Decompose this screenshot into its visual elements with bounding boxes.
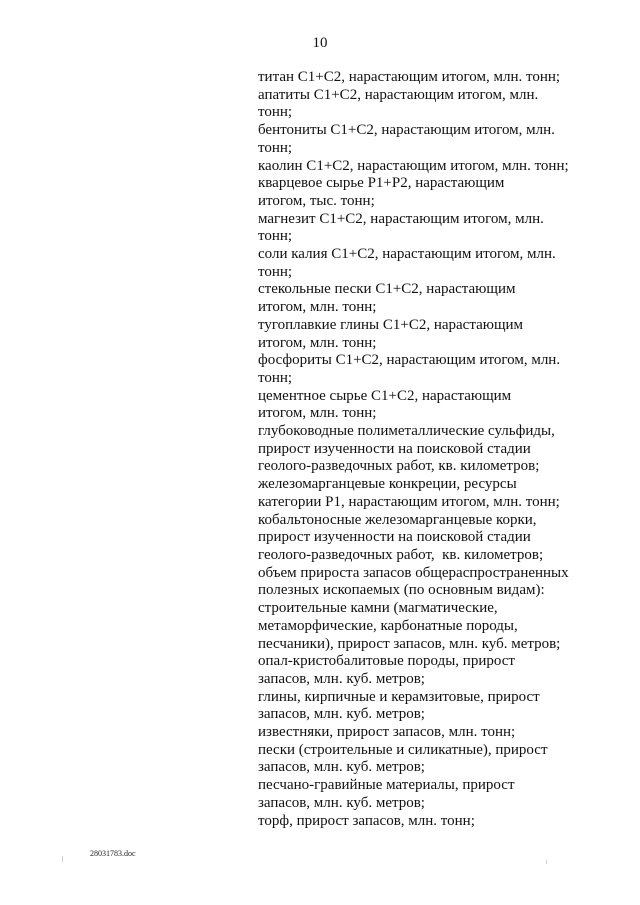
text-line: итогом, млн. тонн; xyxy=(258,405,377,422)
text-line: тонн; xyxy=(258,104,293,121)
text-line: итогом, млн. тонн; xyxy=(258,299,377,316)
text-line: бентониты С1+С2, нарастающим итогом, млн. xyxy=(258,122,555,139)
text-line: титан С1+С2, нарастающим итогом, млн. тонн; xyxy=(258,69,561,85)
text-line: цементное сырье С1+С2, нарастающим xyxy=(258,387,512,404)
text-line: прирост изученности на поисковой стадии xyxy=(258,440,531,457)
text-line: каолин С1+С2, нарастающим итогом, млн. тонн; xyxy=(258,157,569,174)
text-line: торф, прирост запасов, млн. тонн; xyxy=(258,812,475,829)
text-line: итогом, тыс. тонн; xyxy=(258,192,375,209)
page-number: 10 xyxy=(312,35,328,51)
text-line: запасов, млн. куб. метров; xyxy=(258,670,425,687)
text-line: опал-кристобалитовые породы, прирост xyxy=(258,653,515,670)
document-filename: 28031783.doc xyxy=(90,849,136,858)
text-line: апатиты С1+С2, нарастающим итогом, млн. xyxy=(258,86,539,103)
text-line: пески (строительные и силикатные), прирост xyxy=(258,741,548,758)
text-line: глубоководные полиметаллические сульфиды, xyxy=(258,423,555,440)
text-line: запасов, млн. куб. метров; xyxy=(258,706,425,723)
text-line: фосфориты С1+С2, нарастающим итогом, млн. xyxy=(258,352,561,369)
text-line: железомарганцевые конкреции, ресурсы xyxy=(258,476,517,493)
scan-artifact xyxy=(546,860,547,864)
text-line: строительные камни (магматические, xyxy=(258,600,498,617)
text-line: объем прироста запасов общераспространенных xyxy=(258,564,569,581)
text-line: тонн; xyxy=(258,139,293,156)
text-line: тугоплавкие глины С1+С2, нарастающим xyxy=(258,316,524,333)
text-line: кварцевое сырье Р1+Р2, нарастающим xyxy=(258,175,505,192)
text-line: геолого-разведочных работ, кв. километров; xyxy=(258,546,544,563)
text-line: соли калия С1+С2, нарастающим итогом, млн. xyxy=(258,246,556,263)
text-line: магнезит С1+С2, нарастающим итогом, млн. xyxy=(258,210,544,227)
text-line: итогом, млн. тонн; xyxy=(258,334,377,351)
text-line: метаморфические, карбонатные породы, xyxy=(258,617,518,634)
text-line: запасов, млн. куб. метров; xyxy=(258,759,425,776)
text-line: песчано-гравийные материалы, прирост xyxy=(258,777,515,794)
text-line: тонн; xyxy=(258,228,293,245)
text-line: запасов, млн. куб. метров; xyxy=(258,794,425,811)
text-line: кобальтоносные железомарганцевые корки, xyxy=(258,511,537,528)
text-line: стекольные пески С1+С2, нарастающим xyxy=(258,281,516,298)
text-line: глины, кирпичные и керамзитовые, прирост xyxy=(258,688,540,705)
text-line: геолого-разведочных работ, кв. километров; xyxy=(258,458,540,475)
text-line: тонн; xyxy=(258,369,293,386)
text-line: прирост изученности на поисковой стадии xyxy=(258,529,531,546)
text-line: известняки, прирост запасов, млн. тонн; xyxy=(258,724,516,741)
text-line: тонн; xyxy=(258,263,293,280)
text-line: категории Р1, нарастающим итогом, млн. тонн; xyxy=(258,493,560,510)
document-body xyxy=(258,69,618,830)
text-line: полезных ископаемых (по основным видам): xyxy=(258,582,545,599)
text-line: песчаники), прирост запасов, млн. куб. метров; xyxy=(258,635,561,652)
scan-artifact xyxy=(62,856,63,862)
